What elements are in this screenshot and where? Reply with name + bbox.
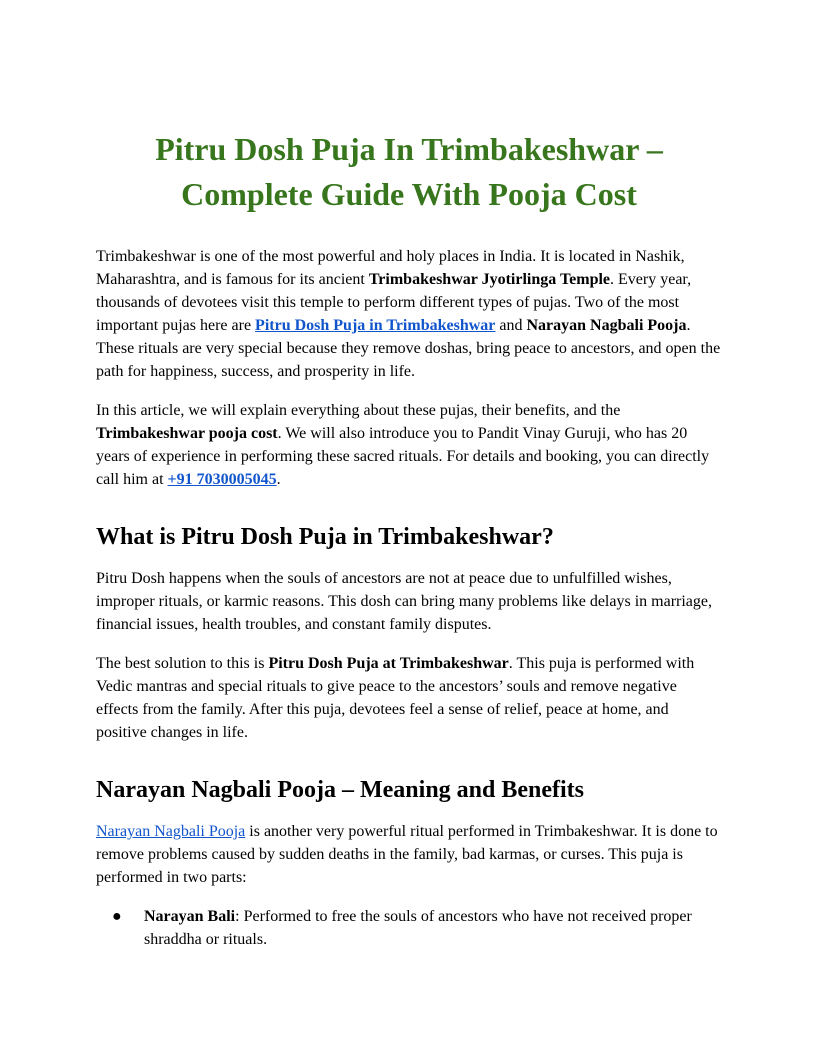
title-line-2: Complete Guide With Pooja Cost	[181, 176, 637, 212]
article-paragraph	[96, 399, 722, 491]
intro-text-4: . These rituals are very special because they remove doshas, bring peace to ancestors, and open the path for happiness, success, and prosperity in life.	[96, 317, 721, 380]
nagbali-text-1: is another very powerful ritual performed in Trimbakeshwar. It is done to remove problems caused by sudden deaths in the family, bad karmas, or curses. This puja is performed in two parts:	[96, 823, 718, 886]
intro-text-2: . Every year, thousands of devotees visit this temple to perform different types of pujas. Two of the most important pujas here are	[96, 271, 692, 334]
section-heading-nagbali: Narayan Nagbali Pooja – Meaning and Benefits	[96, 777, 585, 803]
intro-text-1: Trimbakeshwar is one of the most powerful and holy places in India. It is located in Nashik, Maharashtra, and is famous for its ancient	[96, 248, 685, 288]
section-heading-pitru-dosh: What is Pitru Dosh Puja in Trimbakeshwar?	[96, 524, 554, 550]
pitru-text-2: . This puja is performed with Vedic mantras and special rituals to give peace to the ancestors’ souls and remove negative effects from the family. After this puja, devotees feel a sense of relief, peace at home, and positive changes in life.	[96, 655, 695, 741]
pitru-dosh-puja-link[interactable]: Pitru Dosh Puja in Trimbakeshwar	[255, 317, 496, 334]
intro-paragraph	[96, 245, 722, 383]
document-body	[96, 127, 722, 951]
nagbali-paragraph	[96, 820, 722, 889]
title-line-1: Pitru Dosh Puja In Trimbakeshwar –	[155, 131, 663, 167]
bullet-icon: ●	[112, 908, 122, 925]
list-item-bold: Narayan Bali	[144, 908, 236, 925]
pitru-dosh-paragraph-1: Pitru Dosh happens when the souls of ancestors are not at peace due to unfulfilled wishes, improper rituals, or karmic reasons. This dosh can bring many problems like delays in marriage, financial issues, health troubles, and constant family disputes.	[96, 570, 712, 633]
article-bold-cost: Trimbakeshwar pooja cost	[96, 425, 278, 442]
pitru-bold-solution: Pitru Dosh Puja at Trimbakeshwar	[268, 655, 509, 672]
intro-bold-temple: Trimbakeshwar Jyotirlinga Temple	[368, 271, 611, 288]
article-text-2: . We will also introduce you to Pandit Vinay Guruji, who has 20 years of experience in performing these sacred rituals. For details and booking, you can directly call him at	[96, 425, 710, 488]
list-item	[96, 905, 722, 951]
page-title	[96, 127, 722, 217]
pitru-text-1: The best solution to this is	[96, 655, 269, 672]
intro-bold-nagbali: Narayan Nagbali Pooja	[526, 317, 687, 334]
ritual-parts-list	[96, 905, 722, 951]
phone-link[interactable]: +91 7030005045	[167, 471, 277, 488]
article-text-3: .	[276, 471, 281, 488]
narayan-nagbali-link[interactable]: Narayan Nagbali Pooja	[96, 823, 246, 840]
intro-text-3: and	[495, 317, 527, 334]
article-text-1: In this article, we will explain everything about these pujas, their benefits, and the	[96, 402, 621, 419]
list-item-text: : Performed to free the souls of ancestors who have not received proper shraddha or rituals.	[144, 908, 692, 948]
pitru-dosh-paragraph-2	[96, 652, 722, 744]
